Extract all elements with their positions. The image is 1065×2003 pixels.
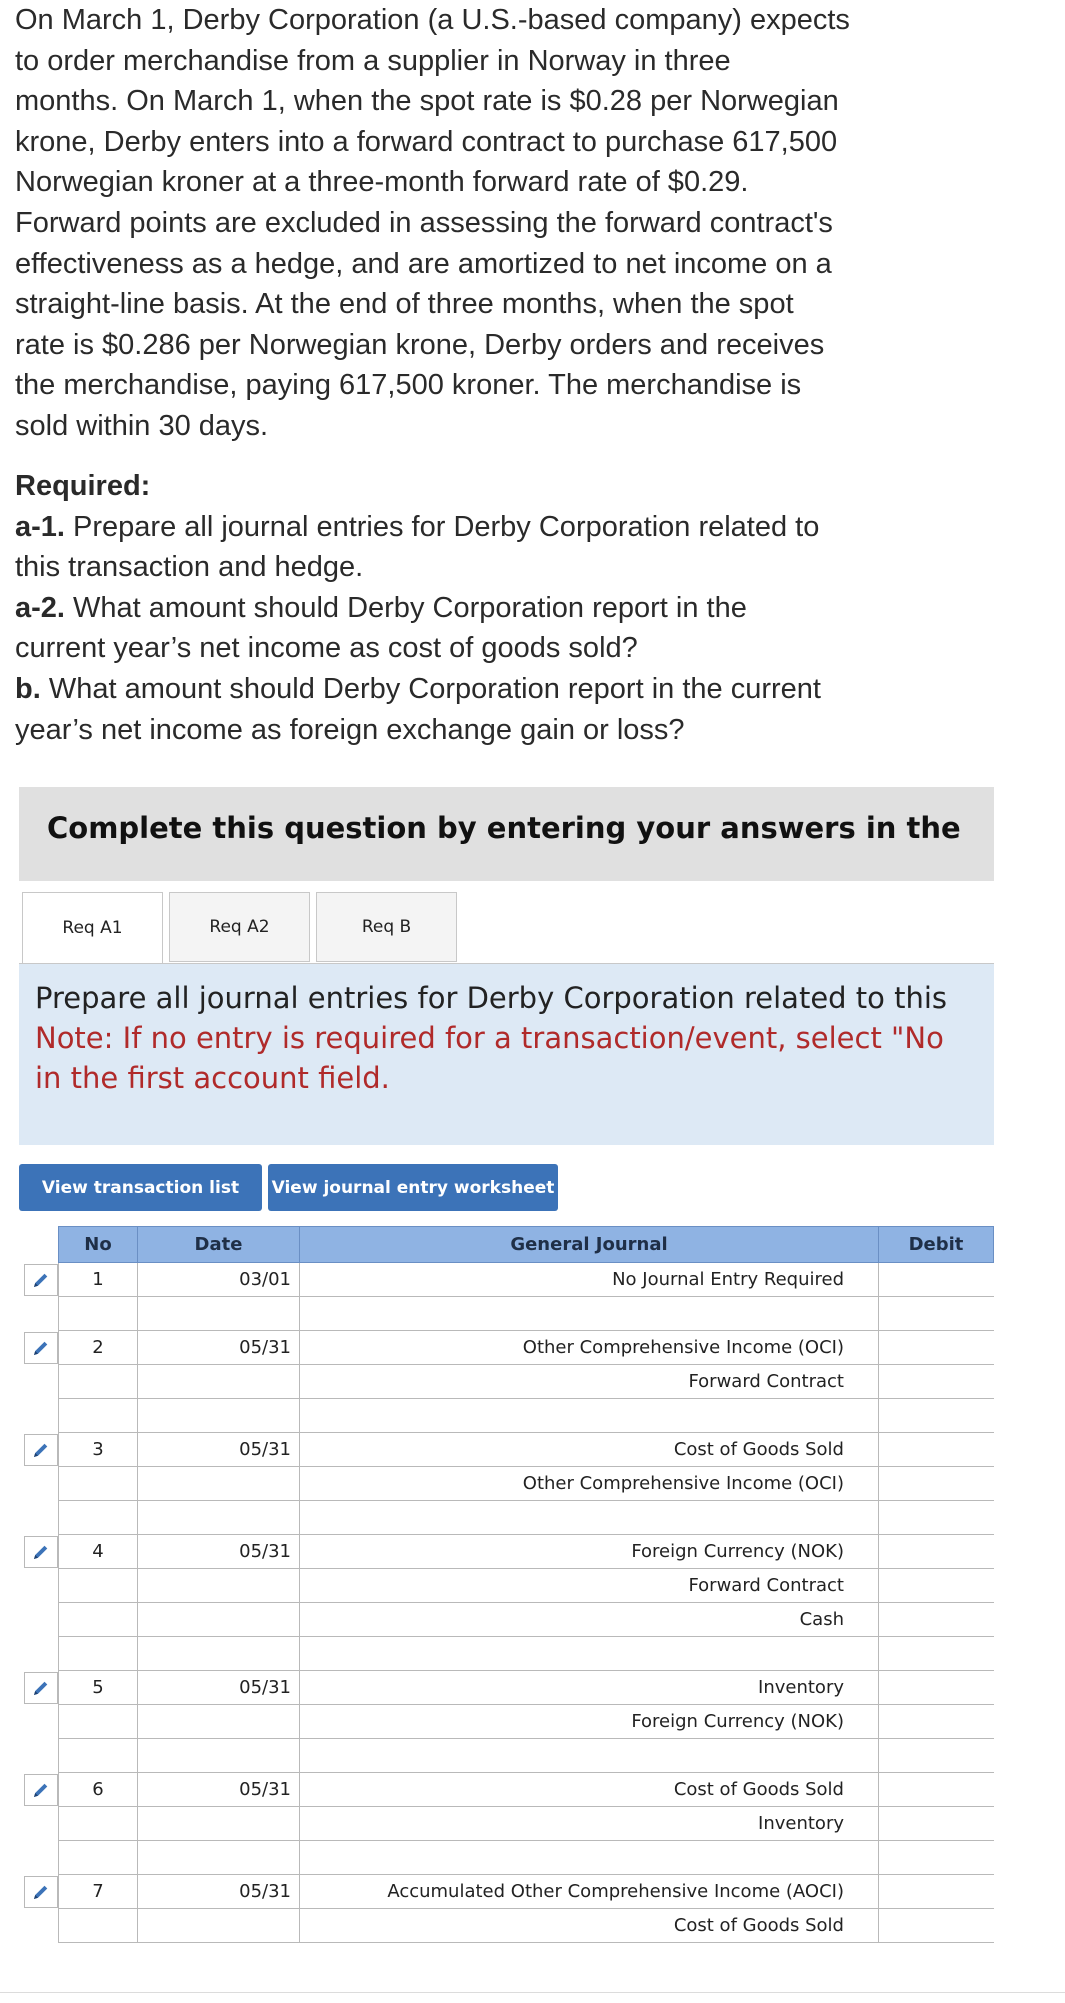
requirement-a1: a-1. Prepare all journal entries for Derby Corporation related to — [15, 510, 820, 543]
problem-line: straight-line basis. At the end of three months, when the spot — [15, 288, 794, 321]
problem-text — [15, 0, 1015, 447]
account-name[interactable] — [299, 1501, 878, 1535]
tab-req-a1[interactable]: Req A1 — [22, 892, 163, 964]
account-name[interactable]: No Journal Entry Required — [299, 1263, 878, 1297]
instruction-panel — [19, 964, 994, 1145]
entry-date — [137, 1705, 299, 1739]
table-row — [0, 1569, 994, 1603]
problem-line: Forward points are excluded in assessing the forward contract's — [15, 206, 833, 239]
column-header-no: No — [58, 1226, 138, 1263]
entry-date — [137, 1569, 299, 1603]
pencil-icon[interactable] — [24, 1332, 58, 1364]
column-header-date: Date — [137, 1226, 300, 1263]
table-row — [0, 1467, 994, 1501]
debit-cell[interactable] — [878, 1331, 994, 1365]
account-name[interactable]: Cash — [299, 1603, 878, 1637]
account-name[interactable] — [299, 1739, 878, 1773]
account-name[interactable]: Inventory — [299, 1671, 878, 1705]
instruction-text: Prepare all journal entries for Derby Corporation related to this — [35, 981, 948, 1015]
debit-cell[interactable] — [878, 1297, 994, 1331]
account-name[interactable]: Forward Contract — [299, 1569, 878, 1603]
entry-number — [58, 1807, 137, 1841]
instruction-note: Note: If no entry is required for a transaction/event, select "No — [35, 1021, 944, 1055]
debit-cell[interactable] — [878, 1603, 994, 1637]
entry-number — [58, 1399, 137, 1433]
debit-cell[interactable] — [878, 1433, 994, 1467]
table-row — [0, 1263, 994, 1297]
debit-cell[interactable] — [878, 1671, 994, 1705]
debit-cell[interactable] — [878, 1365, 994, 1399]
pencil-icon[interactable] — [24, 1536, 58, 1568]
account-name[interactable]: Foreign Currency (NOK) — [299, 1705, 878, 1739]
entry-number — [58, 1467, 137, 1501]
debit-cell[interactable] — [878, 1773, 994, 1807]
problem-line: sold within 30 days. — [15, 409, 269, 442]
problem-line: rate is $0.286 per Norwegian krone, Derby orders and receives — [15, 328, 825, 361]
account-name[interactable]: Cost of Goods Sold — [299, 1909, 878, 1943]
required-heading: Required: — [15, 470, 151, 502]
account-name[interactable]: Forward Contract — [299, 1365, 878, 1399]
table-row — [0, 1535, 994, 1569]
table-row — [0, 1705, 994, 1739]
problem-line: months. On March 1, when the spot rate is $0.28 per Norwegian — [15, 85, 839, 118]
problem-line: effectiveness as a hedge, and are amortized to net income on a — [15, 247, 832, 280]
account-name[interactable] — [299, 1399, 878, 1433]
entry-number: 1 — [58, 1263, 137, 1297]
entry-number — [58, 1297, 137, 1331]
entry-date — [137, 1467, 299, 1501]
table-row — [0, 1773, 994, 1807]
pencil-icon[interactable] — [24, 1672, 58, 1704]
table-row — [0, 1671, 994, 1705]
page-bottom-divider — [0, 1992, 1065, 1993]
entry-number — [58, 1637, 137, 1671]
tab-req-b[interactable]: Req B — [316, 892, 457, 962]
table-row — [0, 1909, 994, 1943]
entry-date — [137, 1841, 299, 1875]
debit-cell[interactable] — [878, 1467, 994, 1501]
requirement-b: b. What amount should Derby Corporation report in the current — [15, 672, 821, 705]
debit-cell[interactable] — [878, 1841, 994, 1875]
entry-number — [58, 1603, 137, 1637]
required-section — [15, 466, 1015, 750]
account-name[interactable]: Inventory — [299, 1807, 878, 1841]
account-name[interactable]: Other Comprehensive Income (OCI) — [299, 1331, 878, 1365]
pencil-icon[interactable] — [24, 1774, 58, 1806]
account-name[interactable] — [299, 1297, 878, 1331]
entry-date — [137, 1637, 299, 1671]
table-row — [0, 1739, 994, 1773]
entry-date: 05/31 — [137, 1875, 299, 1909]
tab-req-a2[interactable]: Req A2 — [169, 892, 310, 962]
entry-number — [58, 1705, 137, 1739]
entry-date: 05/31 — [137, 1773, 299, 1807]
entry-date: 05/31 — [137, 1433, 299, 1467]
account-name[interactable] — [299, 1637, 878, 1671]
entry-date — [137, 1807, 299, 1841]
requirement-a2-cont: current year’s net income as cost of goods sold? — [15, 632, 638, 665]
entry-date — [137, 1603, 299, 1637]
debit-cell[interactable] — [878, 1875, 994, 1909]
debit-cell[interactable] — [878, 1399, 994, 1433]
entry-date: 03/01 — [137, 1263, 299, 1297]
debit-cell[interactable] — [878, 1535, 994, 1569]
table-row — [0, 1603, 994, 1637]
debit-cell[interactable] — [878, 1739, 994, 1773]
entry-date: 05/31 — [137, 1535, 299, 1569]
pencil-icon[interactable] — [24, 1434, 58, 1466]
entry-number: 3 — [58, 1433, 137, 1467]
table-row — [0, 1331, 994, 1365]
entry-date — [137, 1501, 299, 1535]
requirement-a1-cont: this transaction and hedge. — [15, 551, 364, 584]
debit-cell[interactable] — [878, 1637, 994, 1671]
entry-number — [58, 1841, 137, 1875]
column-header-debit: Debit — [878, 1226, 994, 1263]
pencil-icon[interactable] — [24, 1876, 58, 1908]
entry-date: 05/31 — [137, 1331, 299, 1365]
entry-number: 5 — [58, 1671, 137, 1705]
table-row — [0, 1875, 994, 1909]
entry-number — [58, 1501, 137, 1535]
problem-line: krone, Derby enters into a forward contract to purchase 617,500 — [15, 125, 838, 158]
problem-line: On March 1, Derby Corporation (a U.S.-based company) expects — [15, 4, 850, 36]
entry-number: 7 — [58, 1875, 137, 1909]
entry-date: 05/31 — [137, 1671, 299, 1705]
column-header-account: General Journal — [299, 1226, 879, 1263]
account-name[interactable]: Cost of Goods Sold — [299, 1433, 878, 1467]
entry-date — [137, 1365, 299, 1399]
table-row — [0, 1433, 994, 1467]
view-journal-worksheet-button[interactable]: View journal entry worksheet — [268, 1164, 558, 1211]
entry-number — [58, 1739, 137, 1773]
entry-number — [58, 1569, 137, 1603]
problem-line: the merchandise, paying 617,500 kroner. The merchandise is — [15, 369, 802, 402]
entry-date — [137, 1909, 299, 1943]
table-row — [0, 1501, 994, 1535]
account-name[interactable]: Accumulated Other Comprehensive Income (AOCI) — [299, 1875, 878, 1909]
entry-date — [137, 1739, 299, 1773]
instruction-banner — [19, 787, 994, 881]
pencil-icon[interactable] — [24, 1264, 58, 1296]
requirement-a2: a-2. What amount should Derby Corporation report in the — [15, 591, 747, 624]
requirement-b-cont: year’s net income as foreign exchange gain or loss? — [15, 713, 685, 746]
entry-number — [58, 1909, 137, 1943]
instruction-note-cont: in the first account field. — [35, 1061, 390, 1095]
account-name[interactable]: Other Comprehensive Income (OCI) — [299, 1467, 878, 1501]
entry-date — [137, 1399, 299, 1433]
debit-cell[interactable] — [878, 1501, 994, 1535]
entry-number: 4 — [58, 1535, 137, 1569]
entry-number — [58, 1365, 137, 1399]
account-name[interactable]: Foreign Currency (NOK) — [299, 1535, 878, 1569]
debit-cell[interactable] — [878, 1263, 994, 1297]
table-row — [0, 1365, 994, 1399]
table-row — [0, 1841, 994, 1875]
account-name[interactable] — [299, 1841, 878, 1875]
banner-text: Complete this question by entering your answers in the — [47, 811, 961, 845]
view-transaction-list-button[interactable]: View transaction list — [19, 1164, 262, 1211]
debit-cell[interactable] — [878, 1807, 994, 1841]
debit-cell[interactable] — [878, 1705, 994, 1739]
entry-number: 6 — [58, 1773, 137, 1807]
problem-line: Norwegian kroner at a three-month forward rate of $0.29. — [15, 166, 749, 199]
entry-number: 2 — [58, 1331, 137, 1365]
entry-date — [137, 1297, 299, 1331]
problem-line: to order merchandise from a supplier in Norway in three — [15, 44, 731, 77]
table-row — [0, 1297, 994, 1331]
table-row — [0, 1807, 994, 1841]
table-row — [0, 1399, 994, 1433]
debit-cell[interactable] — [878, 1909, 994, 1943]
account-name[interactable]: Cost of Goods Sold — [299, 1773, 878, 1807]
debit-cell[interactable] — [878, 1569, 994, 1603]
table-row — [0, 1637, 994, 1671]
